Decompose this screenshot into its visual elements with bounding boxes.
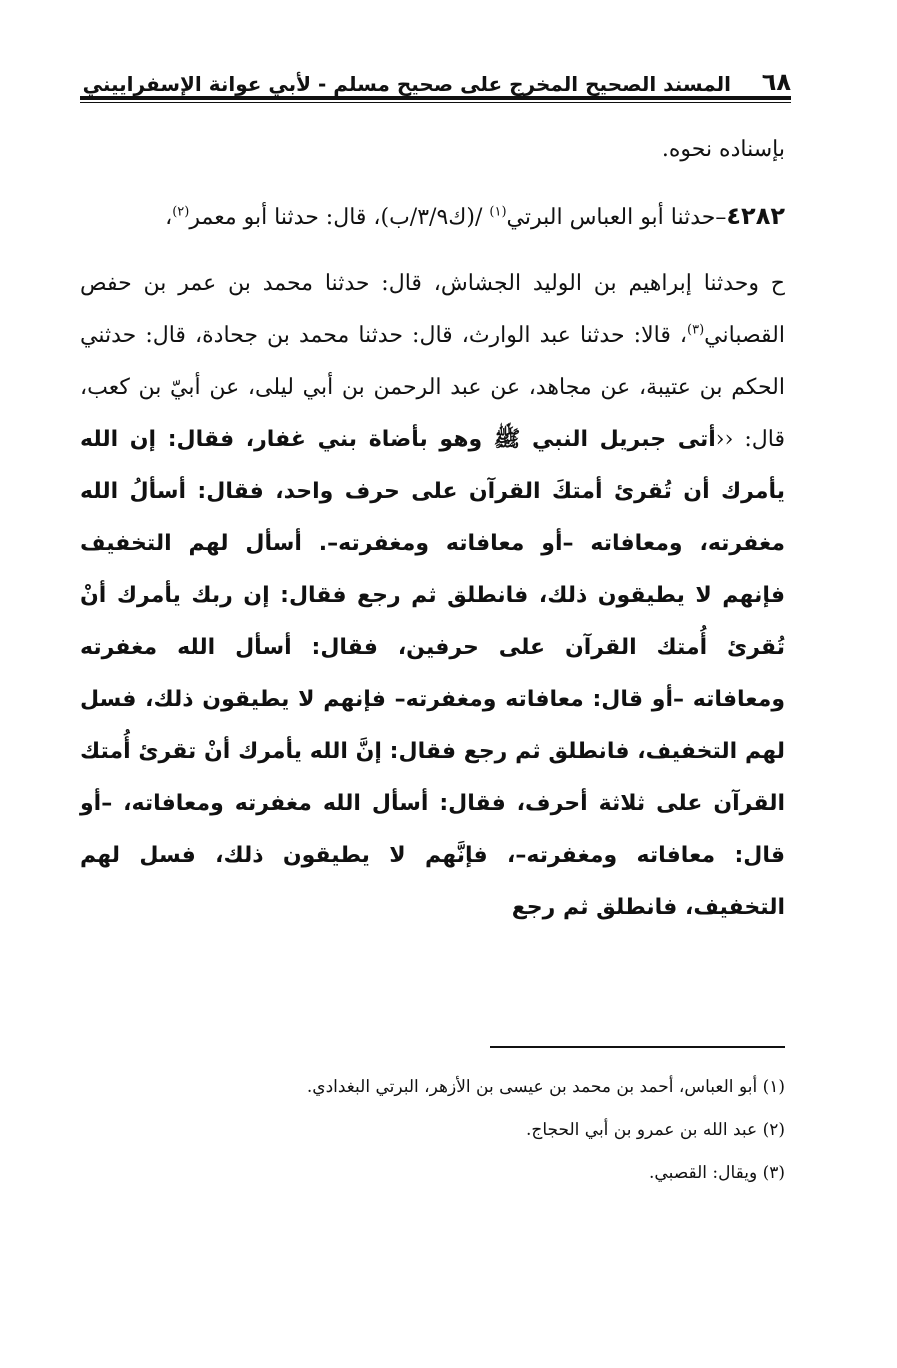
footnote-ref-3: (٣) — [687, 322, 705, 338]
intro-text: بإسناده نحوه. — [661, 137, 785, 162]
intro-line — [80, 124, 785, 176]
footnotes — [120, 1066, 785, 1195]
footnote-1: (١) أبو العباس، أحمد بن محمد بن عيسى بن الأزهر، البرتي البغدادي. — [306, 1077, 785, 1097]
chain-text-4: ح وحدثنا إبراهيم بن الوليد الجشاش، قال: حدثنا محمد بن عمر بن حفص القصباني — [80, 271, 785, 348]
hadith-number: ٤٢٨٢ — [726, 202, 785, 230]
chain-paragraph — [80, 258, 785, 934]
footnote-2: (٢) عبد الله بن عمرو بن أبي الحجاج. — [525, 1120, 785, 1140]
chain-text-3: ، — [165, 205, 173, 230]
header-rule-thin — [80, 102, 791, 103]
footnote-ref-1: (١) — [489, 204, 507, 220]
chain-text-5: ، قالا: حدثنا عبد الوارث، قال: حدثنا محمد بن جحادة، قال: حدثني الحكم بن عتيبة، عن مجاهد، عن عبد الرحمن بن أبي ليلى، عن أبيّ بن كعب، قال: ‹‹ — [80, 323, 785, 452]
footnote-ref-2: (٢) — [172, 204, 190, 220]
page-number: ٦٨ — [761, 68, 791, 96]
chain-text-1: –حدثنا أبو العباس البرتي — [506, 205, 727, 230]
footnote-3: (٣) ويقال: القصبي. — [649, 1163, 785, 1183]
chain-text-2: /(ك٣/٩/ب)، قال: حدثنا أبو معمر — [189, 205, 490, 230]
footnote-separator — [490, 1046, 785, 1048]
header-rule — [80, 96, 791, 100]
hadith-paragraph — [80, 190, 785, 244]
main-text — [80, 124, 785, 934]
hadith-matn: أتى جبريل النبي ﷺ وهو بأضاة بني غفار، فقال: إن الله يأمرك أن تُقرئ أمتكَ القرآن على حرف واحد، فقال: أسألُ الله مغفرته، ومعافاته –أو معافاته ومغفرته–. أسأل لهم التخفيف فإنهم لا يطيقون ذلك، فانطلق ثم رجع فقال: إن ربك يأمرك أنْ تُقرئ أُمتك القرآن على حرفين، فقال: أسأل الله مغفرته ومعافاته –أو قال: معافاته ومغفرته– فإنهم لا يطيقون ذلك، فسل لهم التخفيف، فانطلق ثم رجع فقال: إنَّ الله يأمرك أنْ تقرئ أُمتك القرآن على ثلاثة أحرف، فقال: أسأل الله مغفرته ومعافاته، –أو قال: معافاته ومغفرته–، فإنَّهم لا يطيقون ذلك، فسل لهم التخفيف، فانطلق ثم رجع — [80, 427, 785, 920]
running-title: المسند الصحيح المخرج على صحيح مسلم - لأبي عوانة الإسفراييني — [82, 72, 731, 96]
